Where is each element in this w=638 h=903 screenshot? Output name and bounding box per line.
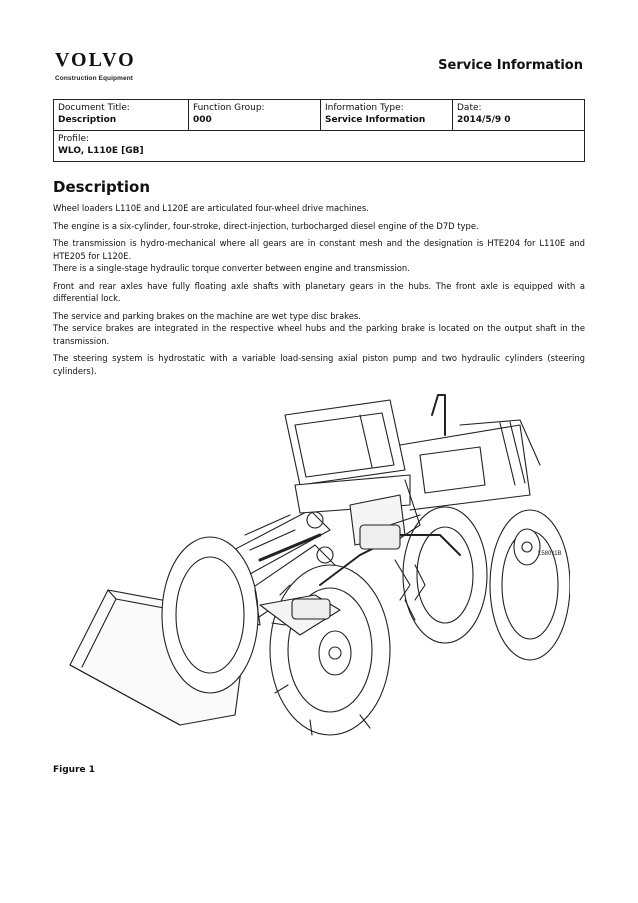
logo-subtitle: Construction Equipment <box>55 75 134 82</box>
description-section <box>53 178 585 382</box>
paragraph: The service brakes are integrated in the respective wheel hubs and the parking brake is located on the output shaft in the transmission. <box>53 323 585 346</box>
rear-wheel-drawing <box>403 507 570 660</box>
logo-wordmark: VOLVO <box>55 49 136 71</box>
paragraph: The engine is a six-cylinder, four-stroke, direct-injection, turbocharged diesel engine of the D7D type. <box>53 220 479 231</box>
information-type-value: Service Information <box>325 115 426 125</box>
information-type-label: Information Type: <box>325 103 404 113</box>
document-info-table <box>53 99 585 162</box>
paragraph: The steering system is hydrostatic with a variable load-sensing axial piston pump and two hydraulic cylinders (steering cylinders). <box>53 353 585 376</box>
page-header-title: Service Information <box>438 58 583 73</box>
paragraph: Front and rear axles have fully floating axle shafts with planetary gears in the hubs. The front axle is equipped with a differential lock. <box>53 280 585 303</box>
function-group-value: 000 <box>193 115 212 125</box>
date-label: Date: <box>457 103 482 113</box>
wheel-loader-illustration <box>60 385 570 740</box>
document-title-label: Document Title: <box>58 103 130 113</box>
profile-value: WLO, L110E [GB] <box>58 146 144 156</box>
function-group-label: Function Group: <box>193 103 265 113</box>
volvo-logo <box>55 50 136 82</box>
paragraph: The transmission is hydro-mechanical where all gears are in constant mesh and the designation is HTE204 for L110E and HTE205 for L120E. <box>53 238 585 261</box>
information-type-cell <box>321 100 453 131</box>
date-value: 2014/5/9 0 <box>457 115 511 125</box>
paragraph: Wheel loaders L110E and L120E are articulated four-wheel drive machines. <box>53 203 369 213</box>
figure-caption: Figure 1 <box>53 765 96 775</box>
date-cell <box>453 100 585 131</box>
profile-label: Profile: <box>58 134 90 144</box>
document-title-value: Description <box>58 115 117 125</box>
paragraph: The service and parking brakes on the machine are wet type disc brakes. <box>53 310 361 321</box>
document-title-cell <box>54 100 189 131</box>
function-group-cell <box>189 100 321 131</box>
profile-cell <box>54 131 585 162</box>
paragraph: There is a single-stage hydraulic torque converter between engine and transmission. <box>53 263 410 273</box>
section-heading: Description <box>53 178 151 196</box>
figure-code-label: L58011B <box>538 551 562 557</box>
